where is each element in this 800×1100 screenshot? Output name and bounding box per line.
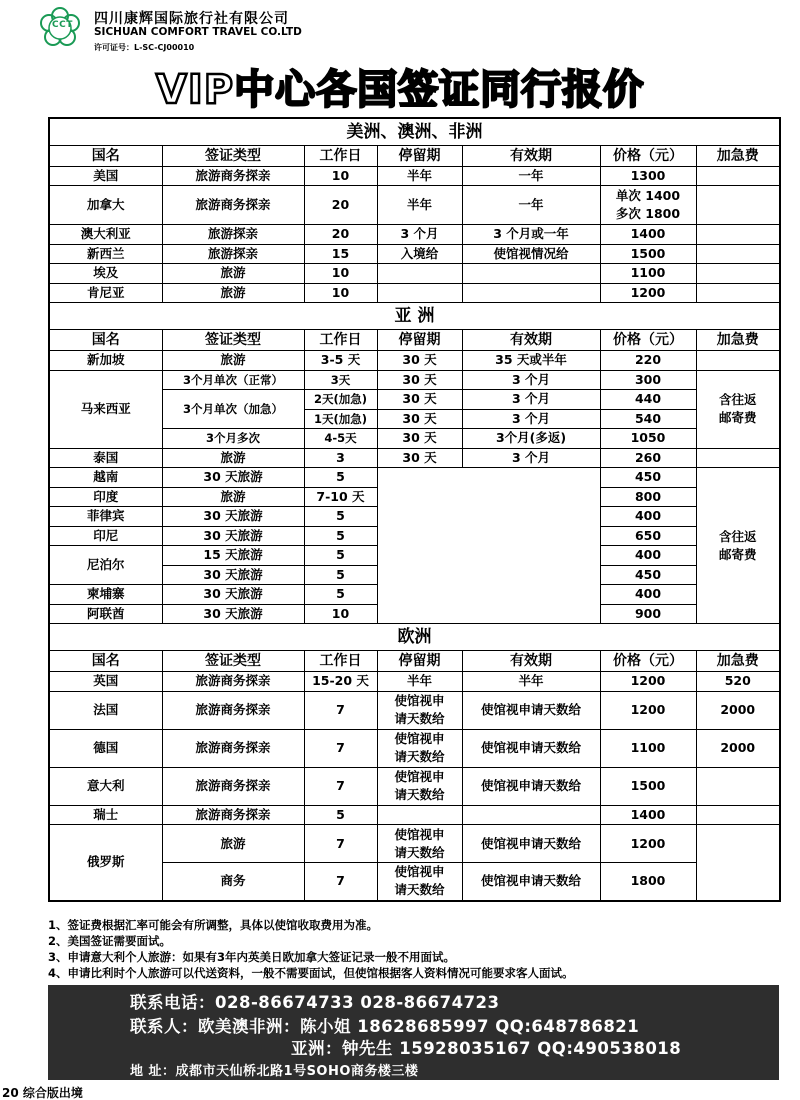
table-header-row: 国名 签证类型 工作日 停留期 有效期 价格（元） 加急费 (49, 651, 780, 672)
table-row: 加拿大 旅游商务探亲 20 半年 一年 单次 1400 多次 1800 (49, 186, 780, 225)
note-item: 2、美国签证需要面试。 (48, 934, 172, 948)
table-row: 美国 旅游商务探亲 10 半年 一年 1300 (49, 166, 780, 186)
table-row: 埃及 旅游 10 1100 (49, 264, 780, 284)
table-row: 3个月多次 4-5天 30 天 3个月(多返) 1050 (49, 429, 780, 449)
company-name-cn: 四川康辉国际旅行社有限公司 (94, 11, 289, 27)
table-row: 意大利 旅游商务探亲 7 使馆视申 请天数给 使馆视申请天数给 1500 (49, 767, 780, 805)
table-row: 3个月单次（加急） 2天(加急) 30 天 3 个月 440 (49, 390, 780, 410)
table-row: 印尼 30 天旅游 5 650 (49, 526, 780, 546)
company-logo (38, 6, 82, 50)
table-row: 菲律宾 30 天旅游 5 400 (49, 507, 780, 527)
page-title: VIP中心各国签证同行报价 (155, 67, 645, 113)
table-row: 印度 旅游 7-10 天 800 (49, 487, 780, 507)
page-number: 20 综合版出境 (2, 1086, 83, 1100)
note-item: 1、签证费根据汇率可能会有所调整，具体以使馆收取费用为准。 (48, 918, 378, 932)
contact-address: 地 址：成都市天仙桥北路1号SOHO商务楼三楼 (130, 1064, 419, 1079)
table-row: 新加坡 旅游 3-5 天 30 天 35 天或半年 220 (49, 351, 780, 371)
contact-person-asia: 亚洲：钟先生 15928035167 QQ:490538018 (291, 1039, 682, 1058)
table-row: 马来西亚 3个月单次（正常） 3天 30 天 3 个月 300 含往返 邮寄费 (49, 370, 780, 390)
company-header (38, 6, 778, 56)
table-row: 尼泊尔 15 天旅游 5 400 (49, 546, 780, 566)
section-title-europe: 欧洲 (49, 624, 780, 651)
contact-footer (48, 985, 779, 1080)
notes-list (48, 917, 788, 981)
table-row: 德国 旅游商务探亲 7 使馆视申 请天数给 使馆视申请天数给 1100 2000 (49, 729, 780, 767)
note-item: 3、申请意大利个人旅游：如果有3年内英美日欧加拿大签证记录一般不用面试。 (48, 950, 455, 964)
table-row: 越南 30 天旅游 5 450 含往返 邮寄费 (49, 468, 780, 488)
table-row: 俄罗斯 旅游 7 使馆视申 请天数给 使馆视申请天数给 1200 (49, 825, 780, 863)
contact-person-americas: 联系人：欧美澳非洲：陈小姐 18628685997 QQ:648786821 (130, 1017, 640, 1036)
contact-phone: 联系电话：028-86674733 028-86674723 (130, 993, 500, 1012)
company-name-en: SICHUAN COMFORT TRAVEL CO.LTD (94, 26, 302, 38)
table-row: 1天(加急) 30 天 3 个月 540 (49, 409, 780, 429)
table-row: 澳大利亚 旅游探亲 20 3 个月 3 个月或一年 1400 (49, 225, 780, 245)
section-title-americas: 美洲、澳洲、非洲 (49, 118, 780, 145)
table-row: 英国 旅游商务探亲 15-20 天 半年 半年 1200 520 (49, 672, 780, 692)
table-row: 法国 旅游商务探亲 7 使馆视申 请天数给 使馆视申请天数给 1200 2000 (49, 691, 780, 729)
table-row: 瑞士 旅游商务探亲 5 1400 (49, 805, 780, 825)
license-number: 许可证号：L-SC-CJ00010 (94, 43, 195, 52)
table-header-row: 国名 签证类型 工作日 停留期 有效期 价格（元） 加急费 (49, 330, 780, 351)
table-row: 30 天旅游 5 450 (49, 565, 780, 585)
table-row: 商务 7 使馆视申 请天数给 使馆视申请天数给 1800 (49, 863, 780, 901)
table-row: 新西兰 旅游探亲 15 入境给 使馆视情况给 1500 (49, 244, 780, 264)
table-row: 泰国 旅游 3 30 天 3 个月 260 (49, 448, 780, 468)
section-title-asia: 亚 洲 (49, 303, 780, 330)
note-item: 4、申请比利时个人旅游可以代送资料，一般不需要面试，但使馆根据客人资料情况可能要求客人面试。 (48, 966, 574, 980)
table-header-row: 国名 签证类型 工作日 停留期 有效期 价格（元） 加急费 (49, 145, 780, 166)
visa-price-table (48, 117, 781, 902)
table-row: 阿联酋 30 天旅游 10 900 (49, 604, 780, 624)
table-row: 肯尼亚 旅游 10 1200 (49, 283, 780, 303)
table-row: 柬埔寨 30 天旅游 5 400 (49, 585, 780, 605)
logo-text: CCT (52, 20, 73, 30)
